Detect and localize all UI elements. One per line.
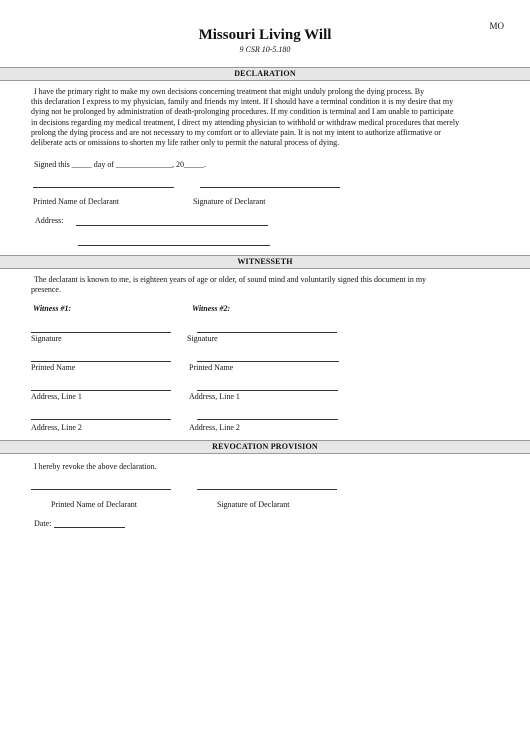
witness-2-address-2-label: Address, Line 2 xyxy=(189,423,240,432)
witness-1-address-2-line[interactable] xyxy=(31,419,171,420)
address-label: Address: xyxy=(35,216,64,225)
declarant-signature-line[interactable] xyxy=(200,187,340,188)
revocation-date-line[interactable] xyxy=(54,527,125,528)
witness-1-signature-line[interactable] xyxy=(31,332,171,333)
witness-2-signature-label: Signature xyxy=(187,334,218,343)
revocation-date-label: Date: xyxy=(34,519,52,528)
regulation-citation: 9 CSR 10-5.180 xyxy=(239,45,291,54)
witness-1-address-1-label: Address, Line 1 xyxy=(31,392,82,401)
signed-date-field[interactable]: Signed this _____ day of ______________, 20_____. xyxy=(34,160,206,169)
declaration-line: dying not be prolonged by administration of death-prolonging procedures. If my condition is terminal and I am unable to participate xyxy=(31,107,454,117)
revocation-statement: I hereby revoke the above declaration. xyxy=(34,462,157,471)
revocation-heading: REVOCATION PROVISION xyxy=(0,440,530,454)
page-title: Missouri Living Will xyxy=(198,27,332,43)
witness-2-address-1-line[interactable] xyxy=(197,390,338,391)
witness-2-printed-name-line[interactable] xyxy=(197,361,339,362)
declarant-printed-name-line[interactable] xyxy=(33,187,174,188)
declarant-signature-label: Signature of Declarant xyxy=(193,197,266,206)
witness-1-address-1-line[interactable] xyxy=(31,390,171,391)
witness-1-printed-name-line[interactable] xyxy=(31,361,171,362)
revocation-signature-label: Signature of Declarant xyxy=(217,500,290,509)
address-line-1[interactable] xyxy=(76,225,268,226)
witnesseth-heading: WITNESSETH xyxy=(0,255,530,269)
witnesseth-body xyxy=(31,275,503,295)
revocation-printed-name-line[interactable] xyxy=(31,489,171,490)
declaration-heading: DECLARATION xyxy=(0,67,530,81)
witness-1-heading: Witness #1: xyxy=(33,304,72,313)
witnesseth-line: presence. xyxy=(31,285,61,295)
witness-2-signature-line[interactable] xyxy=(197,332,337,333)
declaration-line: this declaration I express to my physician, family and friends my intent. If I should have a terminal condition it is my desire that my xyxy=(31,97,454,107)
address-line-2[interactable] xyxy=(78,245,270,246)
witness-2-address-2-line[interactable] xyxy=(197,419,338,420)
declaration-line: deliberate acts or omissions to shorten my life rather only to permit the natural process of dying. xyxy=(31,138,340,148)
declarant-printed-name-label: Printed Name of Declarant xyxy=(33,197,119,206)
witness-1-address-2-label: Address, Line 2 xyxy=(31,423,82,432)
declaration-body xyxy=(31,87,503,148)
witnesseth-line: The declarant is known to me, is eighteen years of age or older, of sound mind and voluntarily signed this document in my xyxy=(34,275,427,284)
declaration-line: prolong the dying process and are not necessary to my comfort or to alleviate pain. It is not my intent to authorize affirmative or xyxy=(31,127,441,137)
witness-1-signature-label: Signature xyxy=(31,334,62,343)
revocation-signature-line[interactable] xyxy=(197,489,337,490)
witness-2-heading: Witness #2: xyxy=(192,304,231,313)
declaration-line: I have the primary right to make my own decisions concerning treatment that might unduly prolong the dying process. By xyxy=(34,87,425,96)
witness-2-address-1-label: Address, Line 1 xyxy=(189,392,240,401)
state-code: MO xyxy=(489,21,504,31)
witness-1-printed-name-label: Printed Name xyxy=(31,363,76,372)
declaration-line: in decisions regarding my medical treatment, I direct my attending physician to withhold or withdraw medical procedures that merely xyxy=(31,117,460,127)
revocation-printed-name-label: Printed Name of Declarant xyxy=(51,500,137,509)
witness-2-printed-name-label: Printed Name xyxy=(189,363,234,372)
